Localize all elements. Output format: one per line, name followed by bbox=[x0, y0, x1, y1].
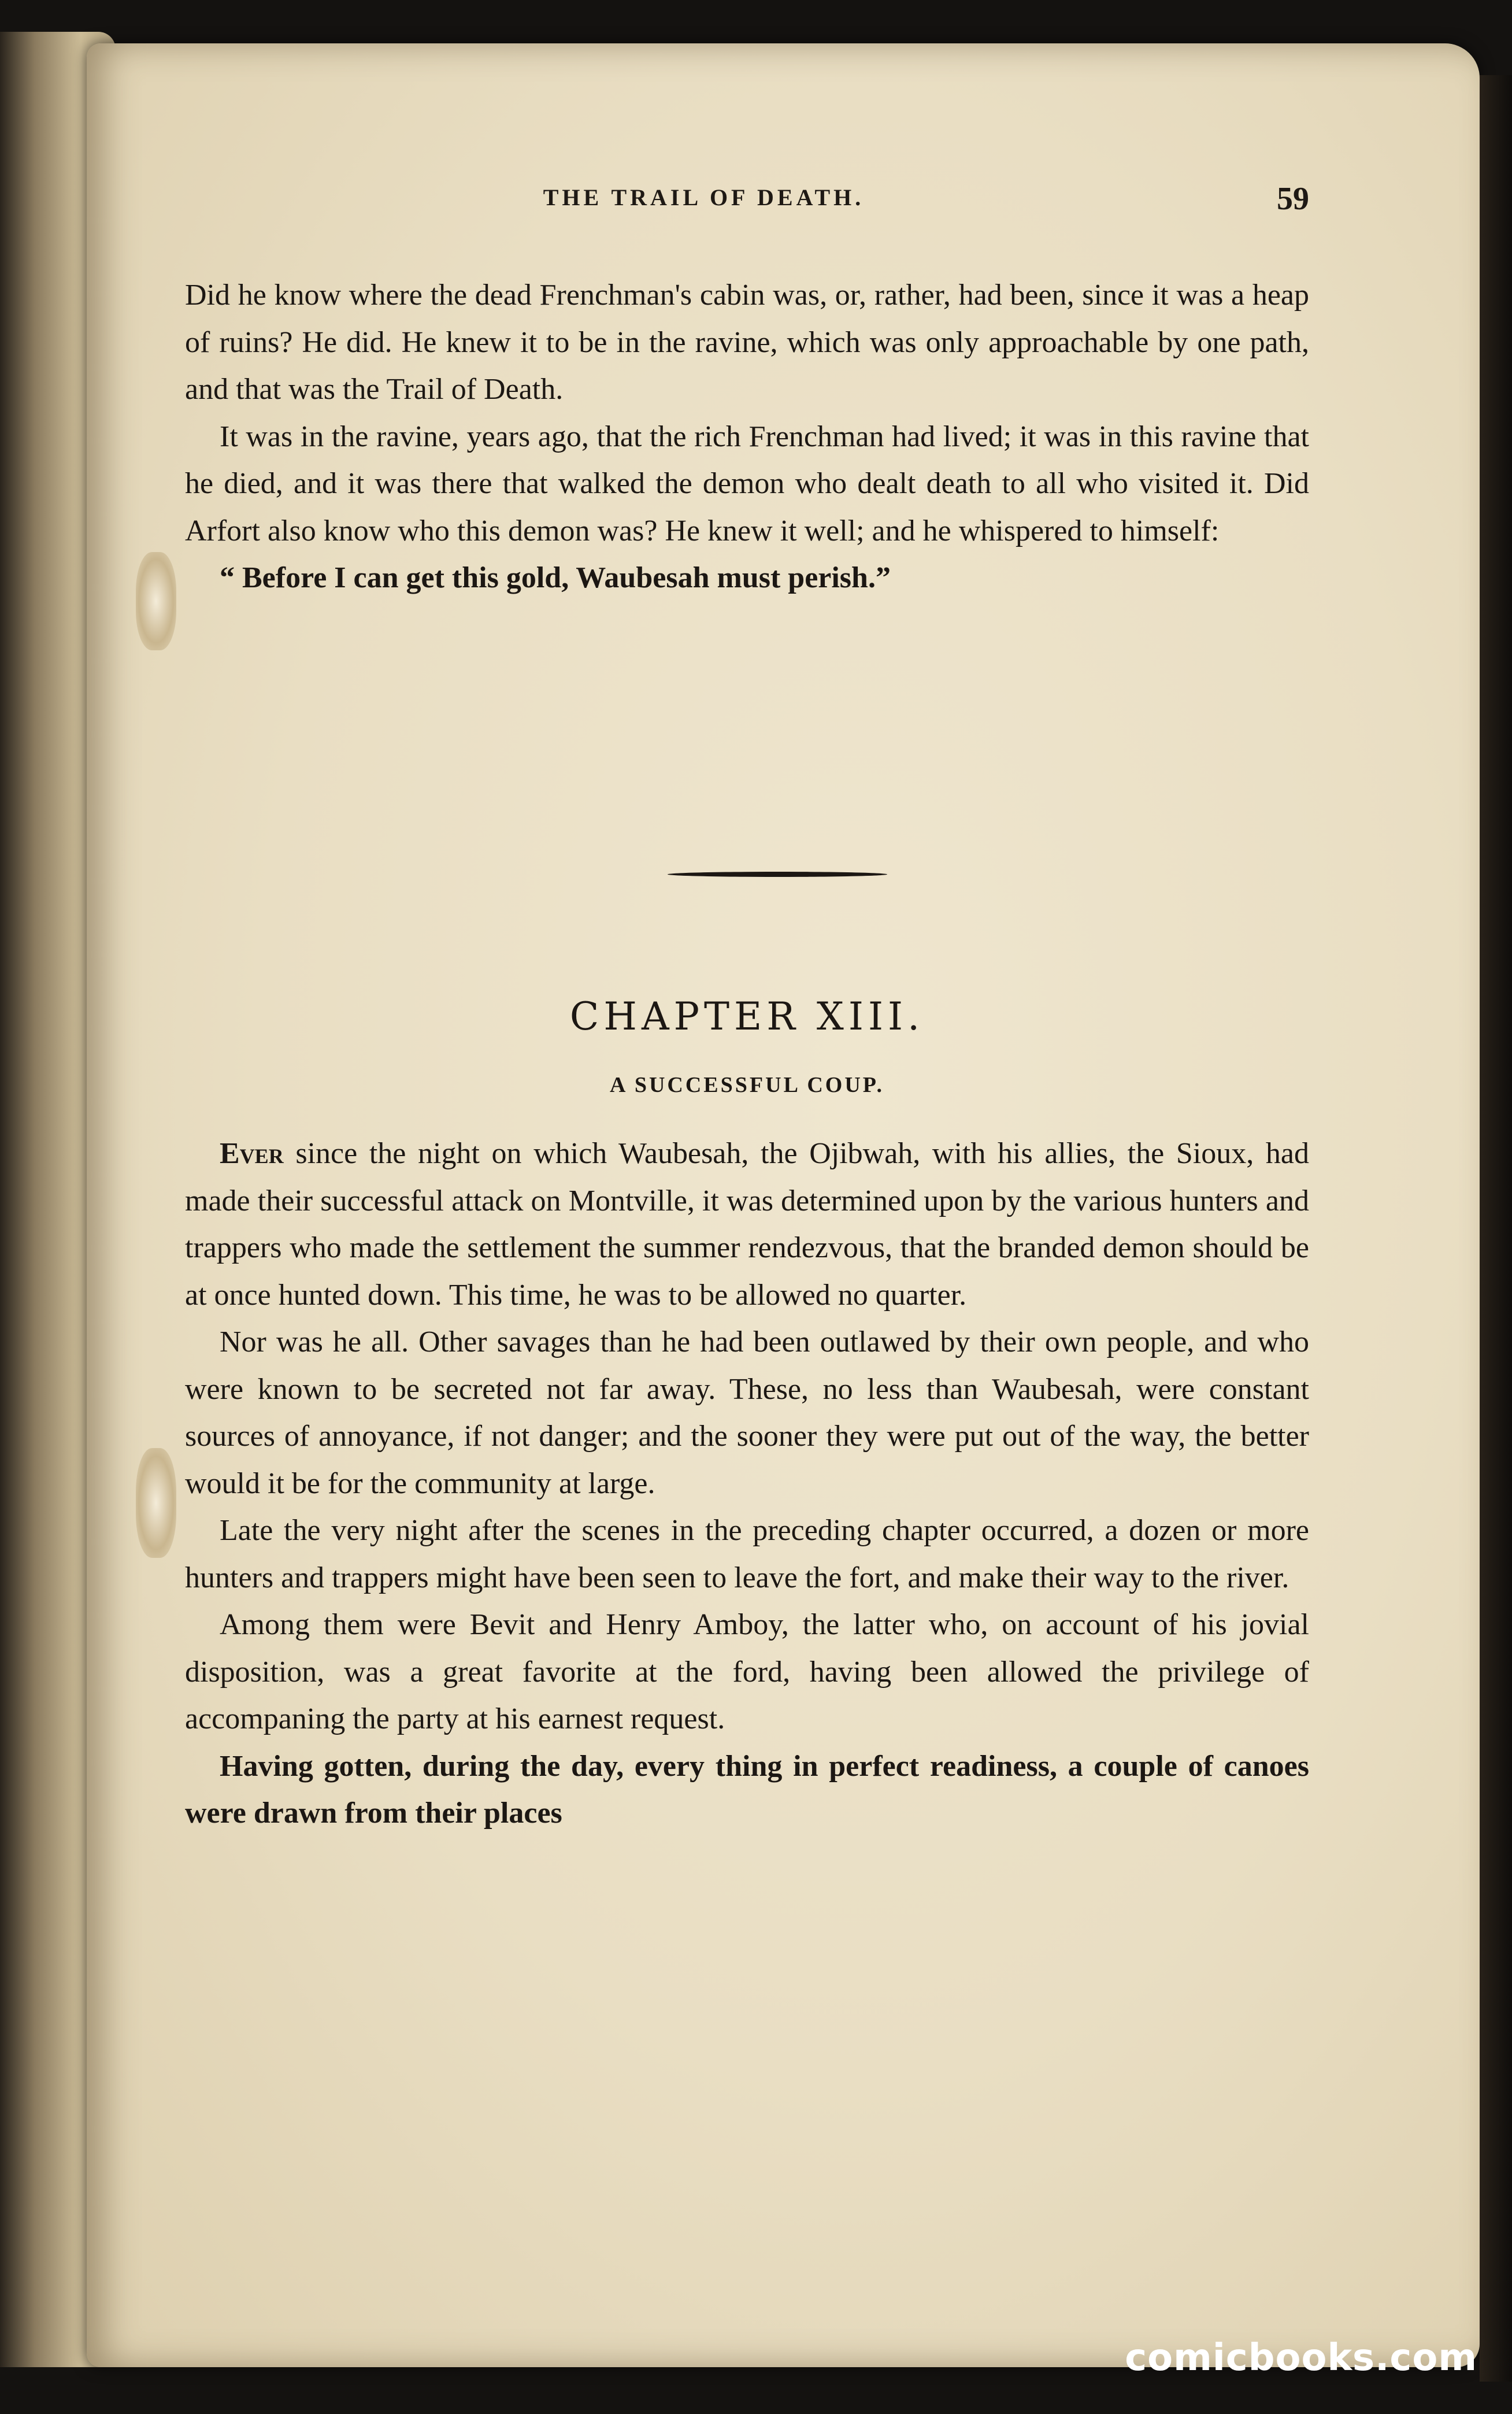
paragraph: Having gotten, during the day, every thing in perfect readiness, a couple of canoes were drawn from their places bbox=[185, 1749, 1309, 1830]
paragraph: Nor was he all. Other savages than he had been outlawed by their own people, and who were known to be secreted not far away. These, no less than Waubesah, were constant sources of annoyance, if not danger; and the sooner they were put out of the way, the better would it be for the community at large. bbox=[185, 1326, 1309, 1500]
chapter-body bbox=[185, 1130, 1309, 1837]
quoted-line: “ Before I can get this gold, Waubesah must perish.” bbox=[220, 561, 891, 594]
paragraph: Did he know where the dead Frenchman's cabin was, or, rather, had been, since it was a heap of ruins? He did. He knew it to be in the ravine, which was only approachable by one path, and that was the Trail of Death. bbox=[185, 279, 1309, 406]
page-number: 59 bbox=[1277, 181, 1309, 217]
opening-paragraph bbox=[185, 1130, 1309, 1319]
section-divider bbox=[668, 872, 887, 877]
site-watermark: comicbooks.com bbox=[1125, 2337, 1477, 2379]
opening-paragraph-text: since the night on which Waubesah, the Ojibwah, with his allies, the Sioux, had made their successful attack on Montville, it was determined upon by the various hunters and trappers who made the settlement the summer rendezvous, that the branded demon should be at once hunted down. This time, he was to be allowed no quarter. bbox=[185, 1137, 1309, 1312]
chapter-subtitle: A SUCCESSFUL COUP. bbox=[610, 1073, 884, 1097]
paper-damage bbox=[136, 1448, 176, 1558]
page-header bbox=[185, 181, 1309, 219]
running-title: THE TRAIL OF DEATH. bbox=[543, 184, 865, 210]
chapter-title: CHAPTER XIII. bbox=[569, 994, 925, 1039]
paragraph: It was in the ravine, years ago, that the rich Frenchman had lived; it was in this ravine that he died, and it was there that walked the demon who dealt death to all who visited it. Did Arfort also know who this demon was? He knew it well; and he whispered to himself: bbox=[185, 420, 1309, 547]
passage-before-chapter bbox=[185, 272, 1309, 602]
drop-word: Ever bbox=[220, 1137, 284, 1170]
paragraph: Late the very night after the scenes in the preceding chapter occurred, a dozen or more hunters and trappers might have been seen to leave the fort, and make their way to the river. bbox=[185, 1514, 1309, 1594]
paragraph: Among them were Bevit and Henry Amboy, the latter who, on account of his jovial disposition, was a great favorite at the ford, having been allowed the privilege of accompaning the party at his earnest request. bbox=[185, 1608, 1309, 1735]
paper-damage bbox=[136, 552, 176, 650]
page-shadow bbox=[1480, 75, 1512, 2382]
